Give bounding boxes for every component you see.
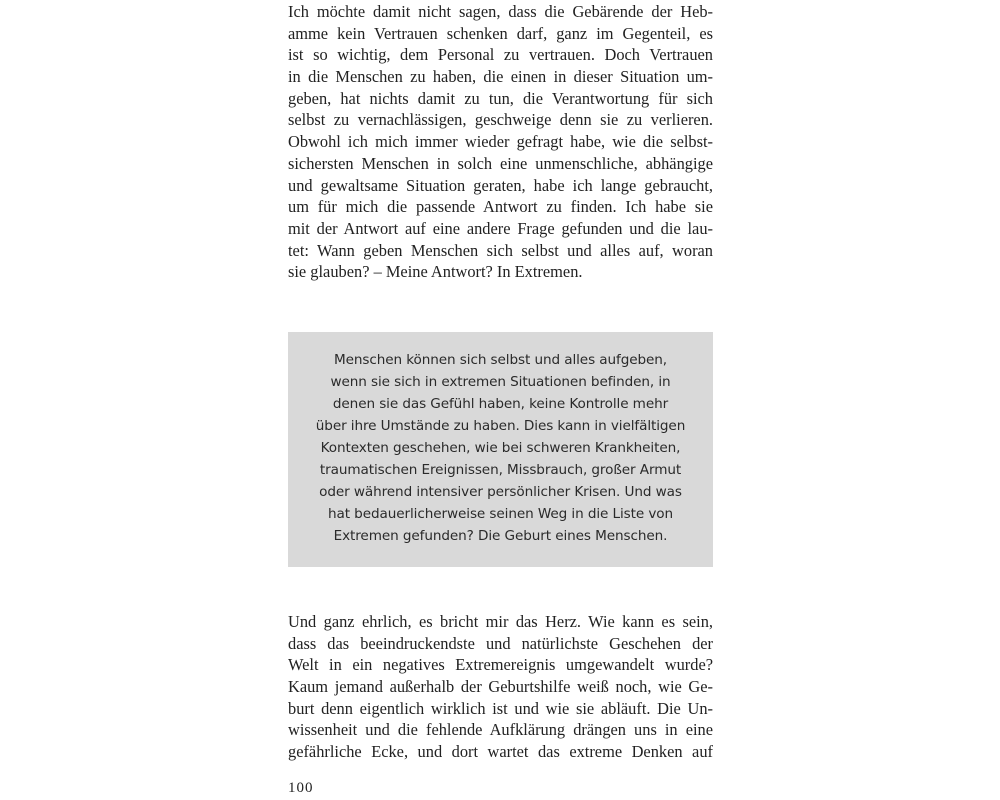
text-line: Obwohl ich mich immer wieder gefragt habe, wie die selbst- — [288, 132, 713, 152]
text-line: burt denn eigentlich wirklich ist und wie sie abläuft. Die Un- — [288, 698, 713, 718]
body-paragraph-top — [288, 1, 713, 283]
text-line: gefährliche Ecke, und dort wartet das extreme Denken auf — [288, 742, 713, 762]
text-line: Kaum jemand außerhalb der Geburtshilfe weiß noch, wie Ge- — [288, 677, 713, 697]
body-paragraph-bottom — [288, 611, 713, 763]
callout-line: Kontexten geschehen, wie bei schweren Krankheiten, — [320, 440, 681, 456]
text-line: mit der Antwort auf eine andere Frage gefunden und die lau- — [288, 218, 713, 238]
callout-line: Extremen gefunden? Die Geburt eines Menschen. — [333, 528, 668, 544]
text-line: amme kein Vertrauen schenken darf, ganz im Gegenteil, es — [288, 23, 713, 43]
callout-box — [288, 332, 713, 567]
callout-line: denen sie das Gefühl haben, keine Kontrolle mehr — [332, 396, 669, 412]
text-line: Ich möchte damit nicht sagen, dass die Gebärende der Heb- — [288, 2, 713, 21]
text-line: sichersten Menschen in solch eine unmenschliche, abhängige — [288, 153, 713, 173]
text-line: sie glauben? – Meine Antwort? In Extremen. — [288, 262, 583, 282]
text-line: dass das beeindruckendste und natürlichste Geschehen der — [288, 633, 713, 653]
callout-line: Menschen können sich selbst und alles aufgeben, — [333, 352, 668, 368]
text-line: Und ganz ehrlich, es bricht mir das Herz. Wie kann es sein, — [288, 612, 713, 631]
callout-line: traumatischen Ereignissen, Missbrauch, großer Armut — [319, 462, 682, 478]
text-line: in die Menschen zu haben, die einen in dieser Situation um- — [288, 67, 713, 87]
text-line: ist so wichtig, dem Personal zu vertrauen. Doch Vertrauen — [288, 45, 713, 65]
callout-line: wenn sie sich in extremen Situationen befinden, in — [330, 374, 671, 390]
text-line: um für mich die passende Antwort zu finden. Ich habe sie — [288, 197, 713, 217]
text-line: und gewaltsame Situation geraten, habe ich lange gebraucht, — [288, 175, 713, 195]
text-line: Welt in ein negatives Extremereignis umgewandelt wurde? — [288, 655, 713, 675]
text-line: selbst zu vernachlässigen, geschweige denn sie zu verlieren. — [288, 110, 713, 130]
text-line: wissenheit und die fehlende Aufklärung drängen uns in eine — [288, 720, 713, 740]
callout-line: über ihre Umstände zu haben. Dies kann in vielfältigen — [315, 418, 686, 434]
callout-line: oder während intensiver persönlicher Krisen. Und was — [319, 484, 682, 500]
callout-line: hat bedauerlicherweise seinen Weg in die Liste von — [327, 506, 674, 522]
page-number: 100 — [288, 780, 314, 796]
text-line: geben, hat nichts damit zu tun, die Verantwortung für sich — [288, 88, 713, 108]
text-line: tet: Wann geben Menschen sich selbst und alles auf, woran — [288, 240, 713, 260]
